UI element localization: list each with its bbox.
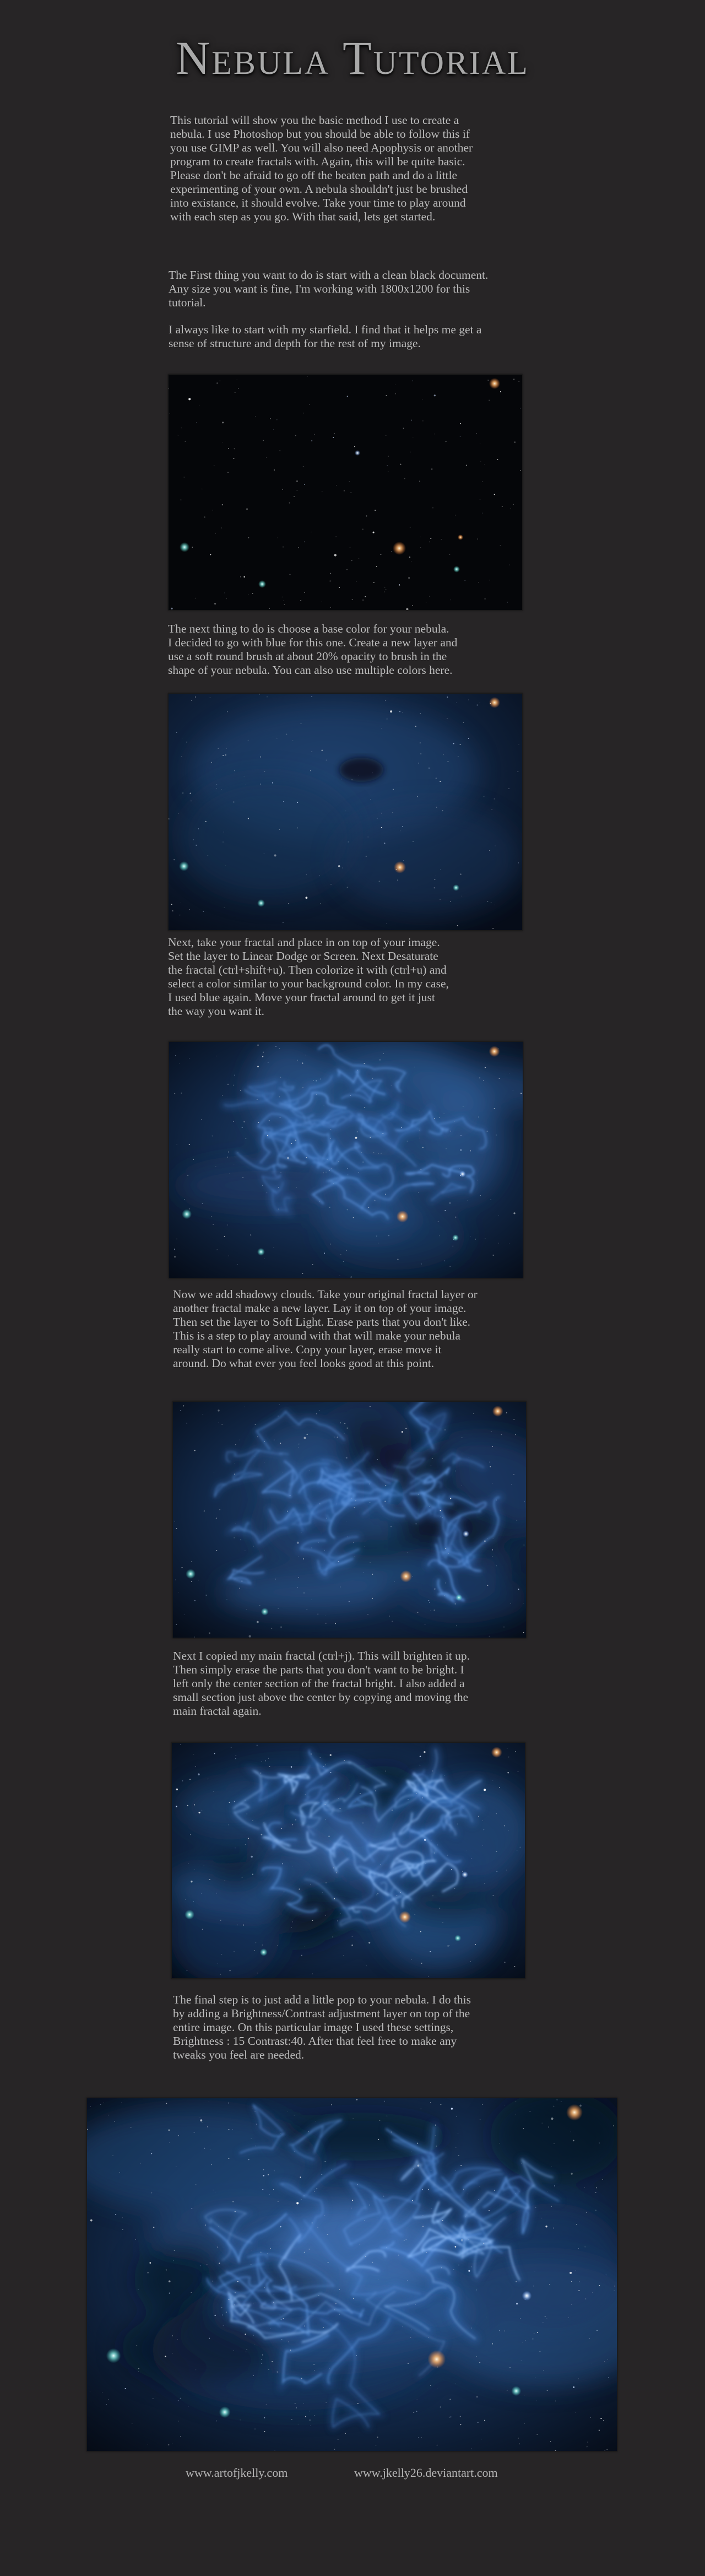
step-1-paragraph: The First thing you want to do is start with a clean black document. Any size you want is fine, I'm working with 1800x1200 for this tutorial. [169,268,489,309]
footer-link-artofjkelly[interactable]: www.artofjkelly.com [186,2466,288,2480]
starfield-graphic [169,375,522,610]
step-1-starfield-paragraph: I always like to start with my starfield. I find that it helps me get a sense of structure and depth for the rest of my image. [169,323,482,350]
nebula-graphic [87,2098,617,2451]
brightened-fractal-image [171,1742,525,1979]
nebula-graphic [169,1042,523,1278]
fractal-image [169,1041,523,1278]
nebula-graphic [173,1402,526,1638]
nebula-graphic [172,1743,525,1978]
page-title: Nebula Tutorial [176,31,529,84]
base-color-image [168,693,523,931]
step-3-paragraph: Next, take your fractal and place in on top of your image. Set the layer to Linear Dodge or Screen. Next Desaturate the fractal (ctrl+shift+u). Then colorize it with (ctrl+u) and select a color similar to your background color. In my case, I used blue again. Move your fractal around to get it just the way you want it. [168,936,449,1018]
final-nebula-image [86,2098,617,2451]
step-5-paragraph: Next I copied my main fractal (ctrl+j). This will brighten it up. Then simply erase the parts that you don't want to be bright. I left only the center section of the fractal bright. I also added a small section just above the center by copying and moving the main fractal again. [173,1649,470,1718]
footer-link-deviantart[interactable]: www.jkelly26.deviantart.com [354,2466,498,2480]
step-4-paragraph: Now we add shadowy clouds. Take your original fractal layer or another fractal make a new layer. Lay it on top of your image. Then set the layer to Soft Light. Erase parts that you don't like. This is a step to play around with that will make your nebula really start to come alive. Copy your layer, erase move it around. Do what ever you feel looks good at this point. [173,1288,478,1370]
intro-paragraph: This tutorial will show you the basic method I use to create a nebula. I use Photoshop but you should be able to follow this if you use GIMP as well. You will also need Apophysis or another program to create fractals with. Again, this will be quite basic. Please don't be afraid to go off the beaten path and do a little experimenting of your own. A nebula shouldn't just be brushed into existance, it should evolve. Take your time to play around with each step as you go. With that said, lets get started. [170,114,473,223]
shadowy-clouds-image [172,1401,527,1638]
starfield-image [168,374,523,611]
step-2-paragraph: The next thing to do is choose a base color for your nebula. I decided to go with blue for this one. Create a new layer and use a soft round brush at about 20% opacity to brush in the shape of your nebula. You can also use multiple colors here. [168,622,458,677]
step-6-paragraph: The final step is to just add a little pop to your nebula. I do this by adding a Brightness/Contrast adjustment layer on top of the entire image. On this particular image I used these settings, Brightness : 15 Contrast:40. After that feel free to make any tweaks you feel are needed. [173,1993,471,2061]
base-color-graphic [169,694,522,930]
